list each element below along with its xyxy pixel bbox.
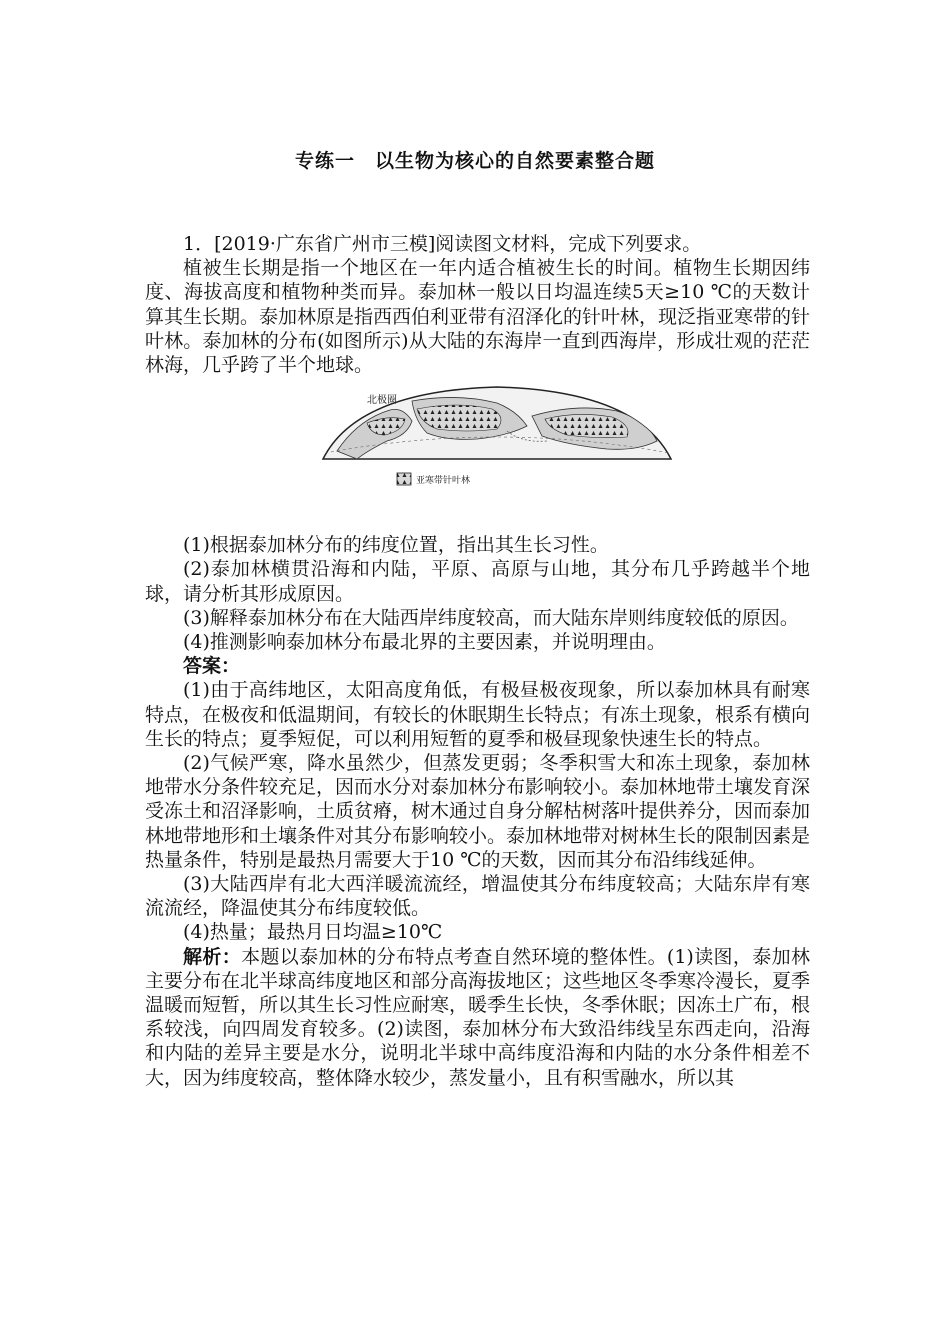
taiga-distribution-map xyxy=(145,381,810,497)
question-material: 植被生长期是指一个地区在一年内适合植被生长的时间。植物生长期因纬度、海拔高度和植物种类而异。泰加林一般以日均温连续5天≥10 ℃的天数计算其生长期。泰加林原是指西西伯利亚带有沼泽化的针叶林，现泛指亚寒带的针叶林。泰加林的分布(如图所示)从大陆的东海岸一直到西海岸，形成壮观的茫茫林海，几乎跨了半个地球。 xyxy=(145,257,811,377)
arctic-circle-label: 北极圈 xyxy=(367,395,397,407)
analysis-label: 解析： xyxy=(183,945,242,968)
legend-label: 亚寒带针叶林 xyxy=(416,476,471,487)
page-title: 专练一 以生物为核心的自然要素整合题 xyxy=(294,150,655,172)
answer-label: 答案： xyxy=(183,655,241,678)
world-map-figure xyxy=(317,381,677,493)
sub-question-3: (3)解释泰加林分布在大陆西岸纬度较高，而大陆东岸则纬度较低的原因。 xyxy=(183,606,799,629)
answer-item-1: (1)由于高纬地区，太阳高度角低，有极昼极夜现象，所以泰加林具有耐寒特点，在极夜和低温期间，有较长的休眠期生长特点；有冻土现象，根系有横向生长的特点；夏季短促，可以利用短暂的夏季和极昼现象快速生长的特点。 xyxy=(145,679,811,750)
answer-item-4: (4)热量；最热月日均温≥10℃ xyxy=(183,921,443,944)
sub-question-2: (2)泰加林横贯沿海和内陆，平原、高原与山地，其分布几乎跨越半个地球，请分析其形成原因。 xyxy=(145,558,810,605)
question-header: 1．[2019·广东省广州市三模]阅读图文材料，完成下列要求。 xyxy=(183,233,702,255)
document-body xyxy=(145,232,810,1090)
analysis-text: 本题以泰加林的分布特点考查自然环境的整体性。(1)读图，泰加林主要分布在北半球高纬度地区和部分高海拔地区；这些地区冬季寒冷漫长，夏季温暖而短暂，所以其生长习性应耐寒，暖季生长快，冬季休眠；因冻土广布，根系较浅，向四周发育较多。(2)读图，泰加林分布大致沿纬线呈东西走向，沿海和内陆的差异主要是水分，说明北半球中高纬度沿海和内陆的水分条件相差不大，因为纬度较高，整体降水较少，蒸发量小，且有积雪融水，所以其 xyxy=(145,945,811,1089)
answer-item-3: (3)大陆西岸有北大西洋暖流流经，增温使其分布纬度较高；大陆东岸有寒流流经，降温使其分布纬度较低。 xyxy=(145,873,810,920)
legend-swatch xyxy=(397,473,411,485)
analysis-paragraph xyxy=(145,945,810,1090)
sub-question-1: (1)根据泰加林分布的纬度位置，指出其生长习性。 xyxy=(183,534,609,557)
answer-item-2: (2)气候严寒，降水虽然少，但蒸发更弱；冬季积雪大和冻土现象，泰加林地带水分条件较充足，因而水分对泰加林分布影响较小。泰加林地带土壤发育深受冻土和沼泽影响，土质贫瘠，树木通过自身分解枯树落叶提供养分，因而泰加林地带地形和土壤条件对其分布影响较小。泰加林地带对树林生长的限制因素是热量条件，特别是最热月需要大于10 ℃的天数，因而其分布沿纬线延伸。 xyxy=(145,752,811,871)
answer-heading xyxy=(145,654,810,678)
sub-question-4: (4)推测影响泰加林分布最北界的主要因素，并说明理由。 xyxy=(183,631,666,654)
